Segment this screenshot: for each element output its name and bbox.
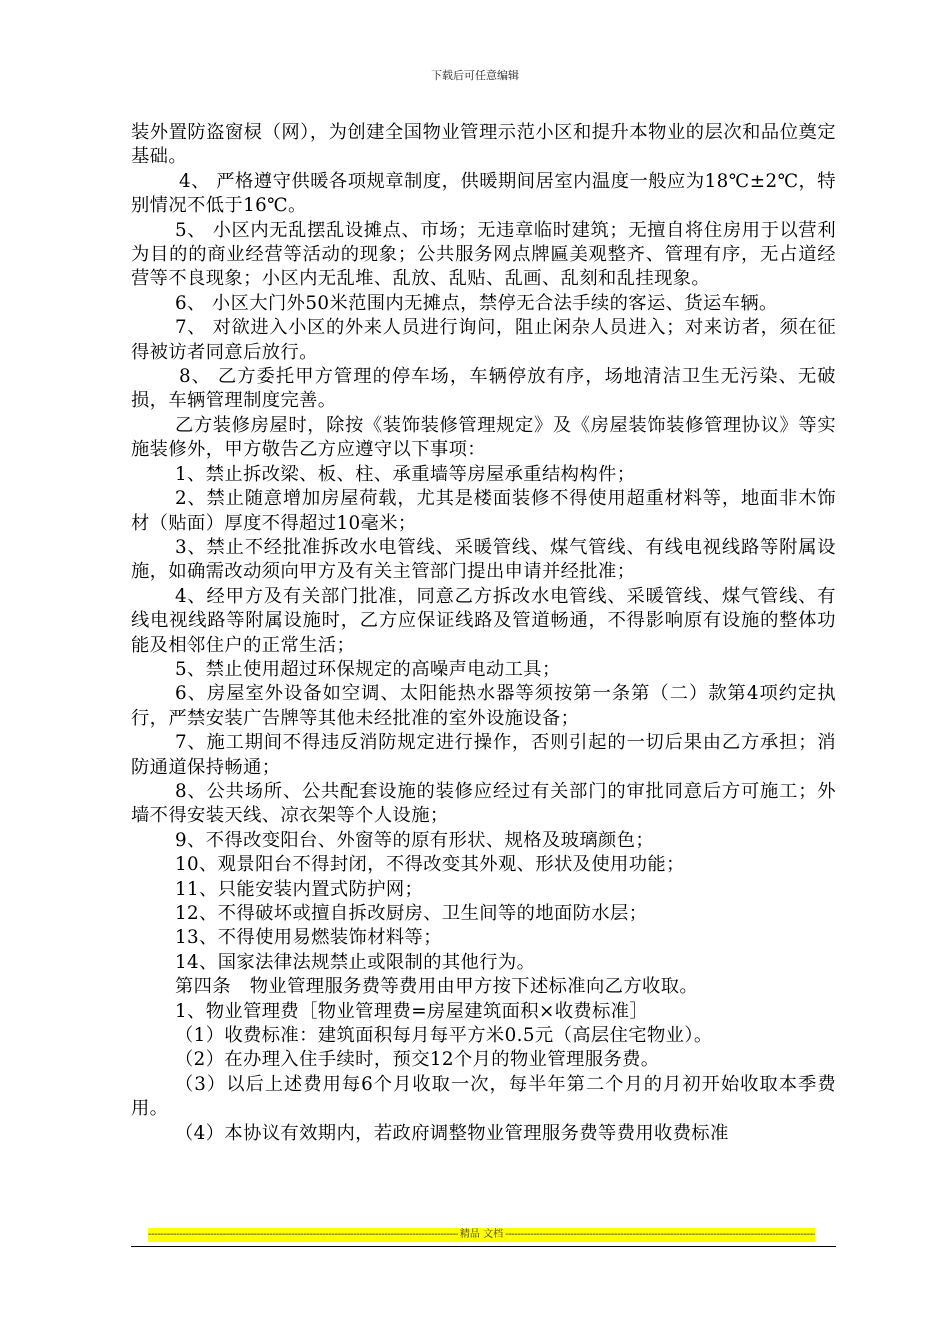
paragraph: 5、禁止使用超过环保规定的高噪声电动工具； <box>175 658 561 680</box>
footer-divider <box>131 1246 836 1247</box>
dash-rule <box>148 1228 458 1242</box>
page-header: 下载后可任意编辑 <box>431 69 519 82</box>
paragraph: 乙方装修房屋时，除按《装饰装修管理规定》及《房屋装饰装修管理协议》等实施装修外，甲方敬告乙方应遵守以下事项： <box>131 414 836 461</box>
paragraph: （3）以后上述费用每6个月收取一次，每半年第二个月的月初开始收取本季费用。 <box>131 1073 836 1120</box>
paragraph: 7、施工期间不得违反消防规定进行操作，否则引起的一切后果由乙方承担；消防通道保持畅通； <box>131 732 836 778</box>
paragraph: 11、只能安装内置式防护网； <box>175 878 424 900</box>
footer-banner <box>148 1228 815 1242</box>
paragraph: 6、房屋室外设备如空调、太阳能热水器等须按第一条第（二）款第4项约定执行，严禁安装广告牌等其他未经批准的室外设施设备； <box>131 683 836 729</box>
paragraph: 装外置防盗窗棂（网），为创建全国物业管理示范小区和提升本物业的层次和品位奠定基础。 <box>131 122 836 168</box>
paragraph: 6、 小区大门外50米范围内无摊点，禁停无合法手续的客运、货运车辆。 <box>175 292 778 314</box>
paragraph: 5、 小区内无乱摆乱设摊点、市场；无违章临时建筑；无擅自将住房用于以营利为目的的商业经营等活动的现象；公共服务网点牌匾美观整齐、管理有序，无占道经营等不良现象；小区内无乱堆、乱放、乱贴、乱画、乱刻和乱挂现象。 <box>131 219 836 290</box>
paragraph: 4、经甲方及有关部门批准，同意乙方拆改水电管线、采暖管线、煤气管线、有线电视线路等附属设施时，乙方应保证线路及管道畅通，不得影响原有设施的整体功能及相邻住户的正常生活； <box>131 585 836 656</box>
paragraph: 1、物业管理费［物业管理费=房屋建筑面积×收费标准］ <box>175 1000 649 1022</box>
paragraph: （2）在办理入住手续时，预交12个月的物业管理服务费。 <box>175 1049 660 1071</box>
document-body <box>131 121 836 1146</box>
paragraph: 9、不得改变阳台、外窗等的原有形状、规格及玻璃颜色； <box>175 829 655 851</box>
paragraph: （4）本协议有效期内，若政府调整物业管理服务费等费用收费标准 <box>175 1122 729 1144</box>
paragraph: 12、不得破坏或擅自拆改厨房、卫生间等的地面防水层； <box>175 903 648 924</box>
paragraph: 3、禁止不经批准拆改水电管线、采暖管线、煤气管线、有线电视线路等附属设施，如确需改动须向甲方及有关主管部门提出申请并经批准； <box>131 536 836 583</box>
section-heading: 第四条 物业管理服务费等费用由甲方按下述标准向乙方收取。 <box>175 976 699 998</box>
paragraph: 1、禁止拆改梁、板、柱、承重墙等房屋承重结构构件； <box>175 463 636 485</box>
paragraph: （1）收费标准：建筑面积每月每平方米0.5元（高层住宅物业）。 <box>175 1025 713 1047</box>
paragraph: 10、观景阳台不得封闭，不得改变其外观、形状及使用功能； <box>175 854 685 876</box>
paragraph: 8、公共场所、公共配套设施的装修应经过有关部门的审批同意后方可施工；外墙不得安装天线、凉衣架等个人设施； <box>131 780 836 827</box>
paragraph: 4、 严格遵守供暖各项规章制度，供暖期间居室内温度一般应为18℃±2℃，特别情况不低于16℃。 <box>131 170 836 217</box>
paragraph: 14、国家法律法规禁止或限制的其他行为。 <box>175 951 536 973</box>
paragraph: 7、 对欲进入小区的外来人员进行询问，阻止闲杂人员进入；对来访者，须在征得被访者同意后放行。 <box>131 317 836 363</box>
footer-label: 精品 文档 <box>459 1229 504 1240</box>
paragraph: 13、不得使用易燃装饰材料等； <box>175 927 442 949</box>
paragraph: 2、禁止随意增加房屋荷载，尤其是楼面装修不得使用超重材料等，地面非木饰材（贴面）厚度不得超过10毫米； <box>131 488 836 534</box>
paragraph: 8、 乙方委托甲方管理的停车场，车辆停放有序，场地清洁卫生无污染、无破损，车辆管理制度完善。 <box>131 366 836 412</box>
dash-rule <box>505 1228 815 1242</box>
